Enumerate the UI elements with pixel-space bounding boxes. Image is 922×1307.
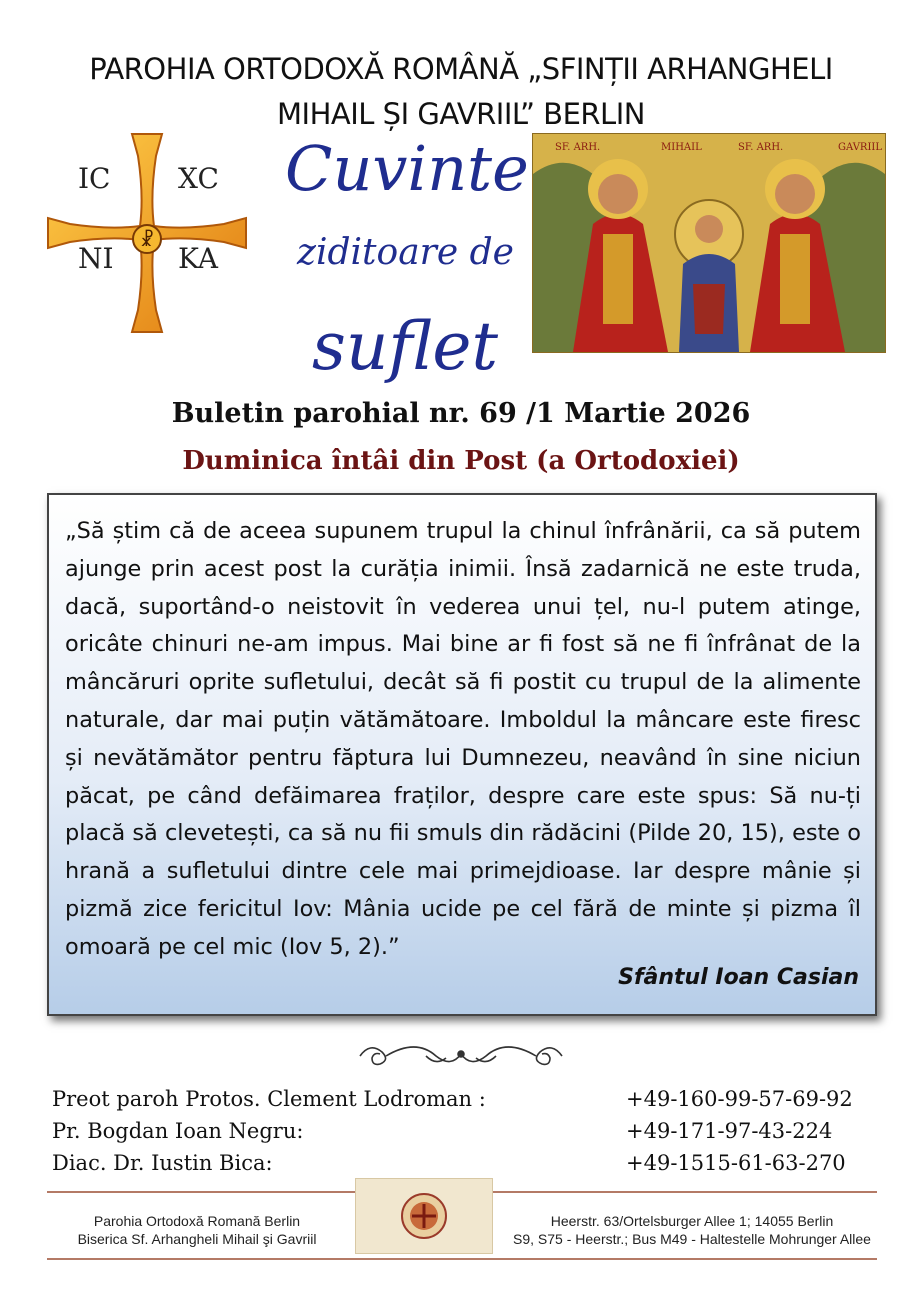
contact-name-3: Diac. Dr. Iustin Bica: [52, 1151, 273, 1175]
title-line-2: ziditoare de [297, 232, 514, 273]
contact-phone-2: +49-171-97-43-224 [626, 1119, 833, 1143]
contact-name-2: Pr. Bogdan Ioan Negru: [52, 1119, 304, 1143]
contact-phone-1: +49-160-99-57-69-92 [626, 1087, 853, 1111]
footer-right-line-1: Heerstr. 63/Ortelsburger Allee 1; 14055 Berlin [550, 1213, 834, 1229]
parish-name-line-2: MIHAIL ȘI GAVRIIL” BERLIN [277, 97, 645, 131]
svg-text:SF. ARH.: SF. ARH. [738, 142, 784, 153]
cross-label-xc: XC [178, 162, 219, 195]
bulletin-number-date: Buletin parohial nr. 69 /1 Martie 2026 [171, 398, 751, 429]
contact-phone-3: +49-1515-61-63-270 [626, 1151, 846, 1175]
cross-label-ka: KA [178, 242, 219, 275]
footer-right-line-2: S9, S75 - Heerstr.; Bus M49 - Haltestelle Mohrunger Allee [513, 1231, 871, 1247]
parish-name-line-1: PAROHIA ORTODOXĂ ROMÂNĂ „SFINȚII ARHANGHELI [89, 52, 833, 86]
svg-text:SF. ARH.: SF. ARH. [555, 142, 601, 153]
archangels-icon-image [532, 133, 886, 353]
cross-emblem-icon [38, 130, 256, 348]
svg-text:MIHAIL: MIHAIL [661, 142, 702, 153]
footer-bottom-rule [47, 1258, 877, 1260]
svg-text:☧: ☧ [139, 230, 155, 251]
svg-text:GAVRIIL: GAVRIIL [838, 142, 883, 153]
quote-text: „Să știm că de aceea supunem trupul la chinul înfrânării, ca să putem ajunge prin acest post la curăția inimii. Însă zadarnică ne este truda, dacă, suportând-o neistovit în vederea unui țel, nu-l putem atinge, oricâte chinuri ne-am impus. Mai bine ar fi fost să ne fi înfrânat de la mâncăruri oprite sufletului, decât să fi postit cu trupul de la alimente naturale, dar mai puțin vătămătoare. Imboldul la mâncare este firesc și nevătămător pentru făptura lui Dumnezeu, neavând în sine niciun păcat, pe când defăimarea fraților, despre care este spus: Să nu-ți placă să clevetești, ca să nu fii smuls din rădăcini (Pilde 20, 15), este o hrană a sufletului dintre cele mai primejdioase. Iar despre mânie și pizmă zice fericitul Iov: Mânia ucide pe cel fără de minte și pizma îl omoară pe cel mic (Iov 5, 2).” [65, 518, 861, 960]
quote-box [47, 493, 877, 1016]
title-line-3: suflet [312, 308, 498, 385]
cross-label-ni: NI [78, 242, 114, 275]
footer-left-line-1: Parohia Ortodoxă Romană Berlin [93, 1213, 301, 1229]
contact-name-1: Preot paroh Protos. Clement Lodroman : [52, 1087, 486, 1111]
title-line-1: Cuvinte [285, 132, 529, 205]
cross-label-ic: IC [78, 162, 111, 195]
ornament-divider-icon [356, 1037, 566, 1075]
footer-left [47, 1212, 347, 1248]
sunday-title: Duminica întâi din Post (a Ortodoxiei) [182, 446, 740, 476]
quote-author: Sfântul Ioan Casian [618, 965, 859, 990]
footer-left-line-2: Biserica Sf. Arhangheli Mihail şi Gavriil [77, 1231, 317, 1247]
footer-right [497, 1212, 887, 1248]
parish-seal-logo-icon [355, 1178, 493, 1254]
